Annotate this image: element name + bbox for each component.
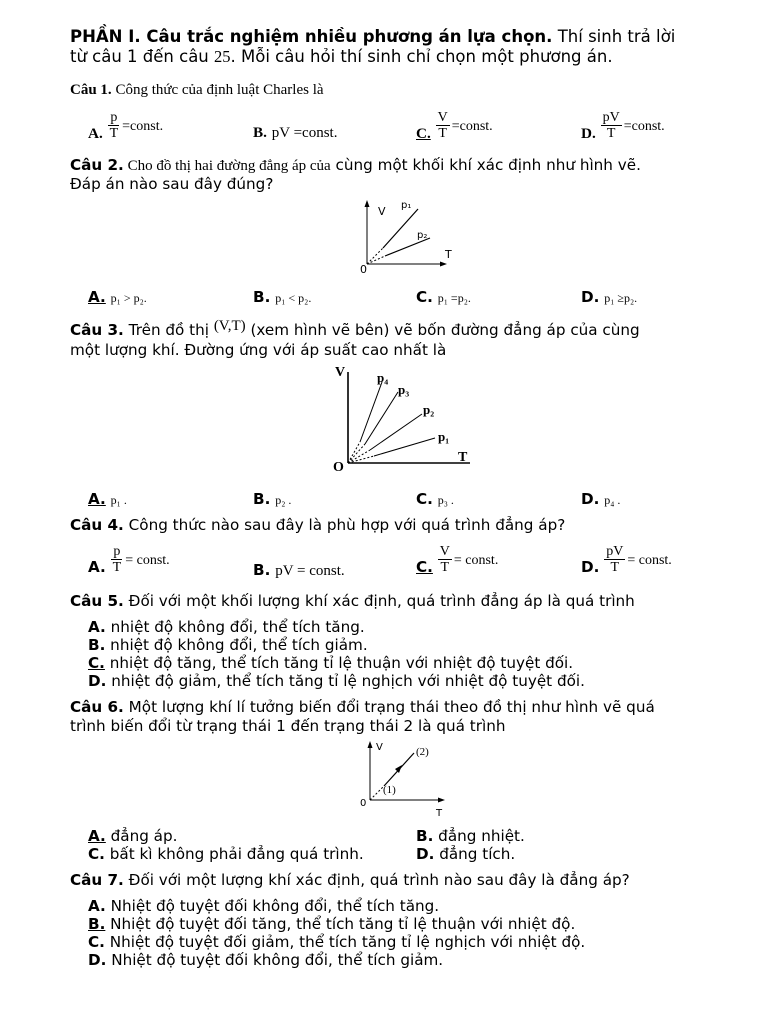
origin-label: 0 (360, 263, 367, 276)
q7-option-a[interactable] (88, 897, 439, 915)
option-expr: p₁ =p₂. (437, 291, 471, 305)
option-letter: A. (88, 558, 106, 576)
state-line-extrapolation (370, 786, 384, 800)
option-expr: p₁ < p₂. (275, 291, 312, 305)
question-text: Đối với một lượng khí xác định, quá trình nào sau đây là đẳng áp? (123, 871, 630, 889)
p3-extrapolation (348, 444, 365, 463)
t-label: T (445, 248, 452, 261)
q7-option-c[interactable] (88, 933, 585, 951)
fraction (436, 110, 450, 141)
p3-label: p₃ (398, 382, 410, 397)
question-text: Công thức nào sau đây là phù hợp với quá trình đẳng áp? (123, 516, 566, 534)
question-text-2: (xem hình vẽ bên) vẽ bốn đường đẳng áp của cùng (245, 321, 640, 339)
p4-line (360, 382, 382, 442)
p1-extrapolation (348, 456, 374, 463)
p1-label: p₁ (401, 200, 412, 211)
fraction (604, 544, 625, 575)
option-letter: C. (88, 845, 105, 863)
fraction (601, 110, 622, 141)
question-label: Câu 3. (70, 321, 124, 339)
option-expr: p₂ . (275, 493, 292, 507)
option-letter: D. (581, 288, 600, 306)
p3-line (365, 392, 398, 444)
q4-option-d[interactable] (581, 544, 672, 575)
state-1-label: (1) (383, 784, 396, 796)
q2-option-a[interactable] (88, 288, 147, 306)
t-label: T (458, 450, 468, 465)
section-heading-line-2 (70, 47, 613, 67)
t-label: T (436, 808, 443, 818)
fraction-num: V (439, 544, 450, 559)
option-text: đẳng nhiệt. (433, 827, 525, 845)
option-text: nhiệt độ không đổi, thể tích giảm. (105, 636, 368, 654)
question-2-line-2: Đáp án nào sau đây đúng? (70, 175, 274, 193)
option-text: Nhiệt độ tuyệt đối giảm, thể tích tăng tỉ lệ nghịch với nhiệt độ. (104, 933, 586, 951)
q5-option-a[interactable] (88, 618, 365, 636)
question-label: Câu 4. (70, 516, 124, 534)
option-expr: p₁ . (110, 493, 127, 507)
v-axis-arrow (365, 200, 370, 207)
q6-state-graph (356, 738, 456, 818)
q4-option-a[interactable] (88, 544, 170, 575)
q6-option-c[interactable] (88, 845, 364, 863)
q1-option-a[interactable] (88, 110, 163, 141)
fraction-den: T (112, 560, 122, 575)
option-text: nhiệt độ tăng, thể tích tăng tỉ lệ thuận với nhiệt độ tuyệt đối. (104, 654, 574, 672)
question-text-2: cùng một khối khí xác định như hình vẽ. (330, 156, 641, 174)
p4-extrapolation (348, 442, 360, 463)
p2-extrapolation (348, 450, 370, 463)
question-math: (V,T) (213, 318, 246, 334)
option-text: nhiệt độ giảm, thể tích tăng tỉ lệ nghịch với nhiệt độ tuyệt đối. (106, 672, 585, 690)
option-letter: C. (416, 558, 433, 576)
option-expr: =const. (122, 119, 164, 134)
p2-label: p₂ (417, 230, 428, 241)
fraction-num: pV (606, 544, 624, 559)
section-heading-line-1 (70, 27, 675, 46)
option-letter: C. (416, 125, 431, 142)
option-expr: = const. (627, 553, 672, 568)
q4-option-b[interactable] (253, 561, 345, 580)
option-letter: B. (253, 490, 271, 508)
q6-option-d[interactable] (416, 845, 515, 863)
origin-label: 0 (360, 798, 367, 809)
question-4 (70, 516, 565, 534)
q2-isobar-graph (355, 196, 455, 276)
origin-label: O (333, 460, 344, 474)
question-7 (70, 871, 630, 889)
t-axis-arrow (438, 798, 445, 803)
q3-option-c[interactable] (416, 490, 454, 508)
question-text: Cho đồ thị hai đường đẳng áp của (123, 158, 331, 174)
section-intro-2: từ câu 1 đến câu (70, 47, 215, 66)
option-letter: A. (88, 125, 103, 142)
v-label: V (378, 205, 386, 218)
fraction (438, 544, 452, 575)
q3-isobar-graph (330, 362, 475, 474)
option-expr: pV = const. (275, 563, 345, 579)
p2-label: p₂ (423, 402, 435, 417)
fraction (108, 110, 121, 141)
fraction-den: T (606, 126, 616, 141)
option-letter: B. (88, 915, 106, 933)
option-letter: D. (88, 672, 107, 690)
option-letter: D. (581, 490, 600, 508)
option-letter: B. (416, 827, 434, 845)
question-text: Một lượng khí lí tưởng biến đổi trạng thái theo đồ thị như hình vẽ quá (123, 698, 655, 716)
section-intro: Thí sinh trả lời (552, 27, 676, 46)
p1-extrapolation (367, 248, 383, 264)
question-label: Câu 6. (70, 698, 124, 716)
option-expr: = const. (125, 553, 170, 568)
q5-option-b[interactable] (88, 636, 368, 654)
p4-label: p₄ (377, 370, 389, 385)
option-expr: p₁ > p₂. (110, 291, 147, 305)
option-expr: p₁ ≥p₂. (604, 291, 638, 305)
option-text: đẳng áp. (105, 827, 178, 845)
question-3 (70, 318, 640, 340)
question-label: Câu 2. (70, 156, 124, 174)
question-label: Câu 5. (70, 592, 124, 610)
question-text: Đối với một khối lượng khí xác định, quá trình đẳng áp là quá trình (123, 592, 635, 610)
question-label: Câu 1. (70, 82, 112, 98)
question-text: Trên đồ thị (123, 321, 214, 339)
q7-option-b[interactable] (88, 915, 575, 933)
state-2-label: (2) (416, 746, 429, 758)
q2-option-b[interactable] (253, 288, 311, 306)
question-1 (70, 82, 324, 99)
option-text: đẳng tích. (434, 845, 516, 863)
section-heading: PHẦN I. Câu trắc nghiệm nhiều phương án lựa chọn. (70, 27, 553, 46)
option-expr: =const. (623, 119, 665, 134)
section-intro-3: . Mỗi câu hỏi thí sinh chỉ chọn một phương án. (230, 47, 613, 66)
fraction-num: p (113, 544, 121, 559)
option-letter: C. (88, 654, 105, 672)
p1-label: p₁ (438, 429, 450, 444)
fraction-num: p (110, 110, 118, 125)
option-letter: C. (416, 490, 433, 508)
fraction-den: T (438, 126, 447, 141)
option-text: Nhiệt độ tuyệt đối không đổi, thể tích tăng. (105, 897, 440, 915)
question-label: Câu 7. (70, 871, 124, 889)
option-letter: B. (253, 561, 271, 579)
q2-option-d[interactable] (581, 288, 637, 306)
q3-option-d[interactable] (581, 490, 620, 508)
fraction-den: T (440, 560, 450, 575)
option-expr: p₃ . (437, 493, 454, 507)
option-letter: D. (581, 558, 600, 576)
option-letter: A. (88, 288, 106, 306)
option-letter: D. (416, 845, 435, 863)
option-letter: B. (253, 124, 267, 141)
question-5 (70, 592, 635, 610)
q4-option-c[interactable] (416, 544, 498, 575)
fraction-den: T (610, 560, 620, 575)
option-letter: D. (581, 125, 596, 142)
option-letter: B. (88, 636, 106, 654)
question-6-line-2: trình biến đổi từ trạng thái 1 đến trạng thái 2 là quá trình (70, 717, 506, 735)
fraction-num: V (437, 110, 448, 125)
direction-arrow (395, 765, 402, 773)
p2-extrapolation (367, 256, 385, 264)
q6-option-b[interactable] (416, 827, 525, 845)
option-text: Nhiệt độ tuyệt đối không đổi, thể tích giảm. (106, 951, 444, 969)
option-letter: B. (253, 288, 271, 306)
q3-option-a[interactable] (88, 490, 127, 508)
option-letter: A. (88, 490, 106, 508)
q1-option-b[interactable] (253, 123, 337, 142)
q5-option-c[interactable] (88, 654, 573, 672)
option-expr: =const. (451, 119, 493, 134)
option-expr: = const. (453, 553, 499, 568)
q1-option-c[interactable] (416, 110, 493, 141)
p1-line (383, 209, 418, 248)
option-letter: C. (88, 933, 105, 951)
option-letter: C. (416, 288, 433, 306)
v-label: V (335, 365, 346, 380)
q7-option-d[interactable] (88, 951, 443, 969)
option-expr: p₄ . (604, 493, 621, 507)
option-text: bất kì không phải đẳng quá trình. (104, 845, 364, 863)
q2-option-c[interactable] (416, 288, 471, 306)
section-intro-num: 25 (214, 47, 231, 66)
option-letter: A. (88, 618, 106, 636)
option-letter: D. (88, 951, 107, 969)
option-text: nhiệt độ không đổi, thể tích tăng. (105, 618, 365, 636)
t-axis-arrow (440, 262, 447, 267)
question-6 (70, 698, 655, 716)
option-expr: pV =const. (271, 125, 338, 141)
fraction-den: T (109, 126, 119, 141)
fraction (111, 544, 124, 575)
q5-option-d[interactable] (88, 672, 585, 690)
question-3-line-2: một lượng khí. Đường ứng với áp suất cao nhất là (70, 341, 447, 359)
question-2 (70, 156, 641, 175)
q3-option-b[interactable] (253, 490, 291, 508)
fraction-num: pV (602, 110, 620, 125)
v-axis-arrow (368, 741, 373, 748)
q6-option-a[interactable] (88, 827, 177, 845)
option-text: Nhiệt độ tuyệt đối tăng, thể tích tăng tỉ lệ thuận với nhiệt độ. (105, 915, 576, 933)
question-text: Công thức của định luật Charles là (111, 82, 324, 98)
q1-option-d[interactable] (581, 110, 665, 141)
v-label: V (376, 742, 383, 753)
option-letter: A. (88, 827, 106, 845)
option-letter: A. (88, 897, 106, 915)
